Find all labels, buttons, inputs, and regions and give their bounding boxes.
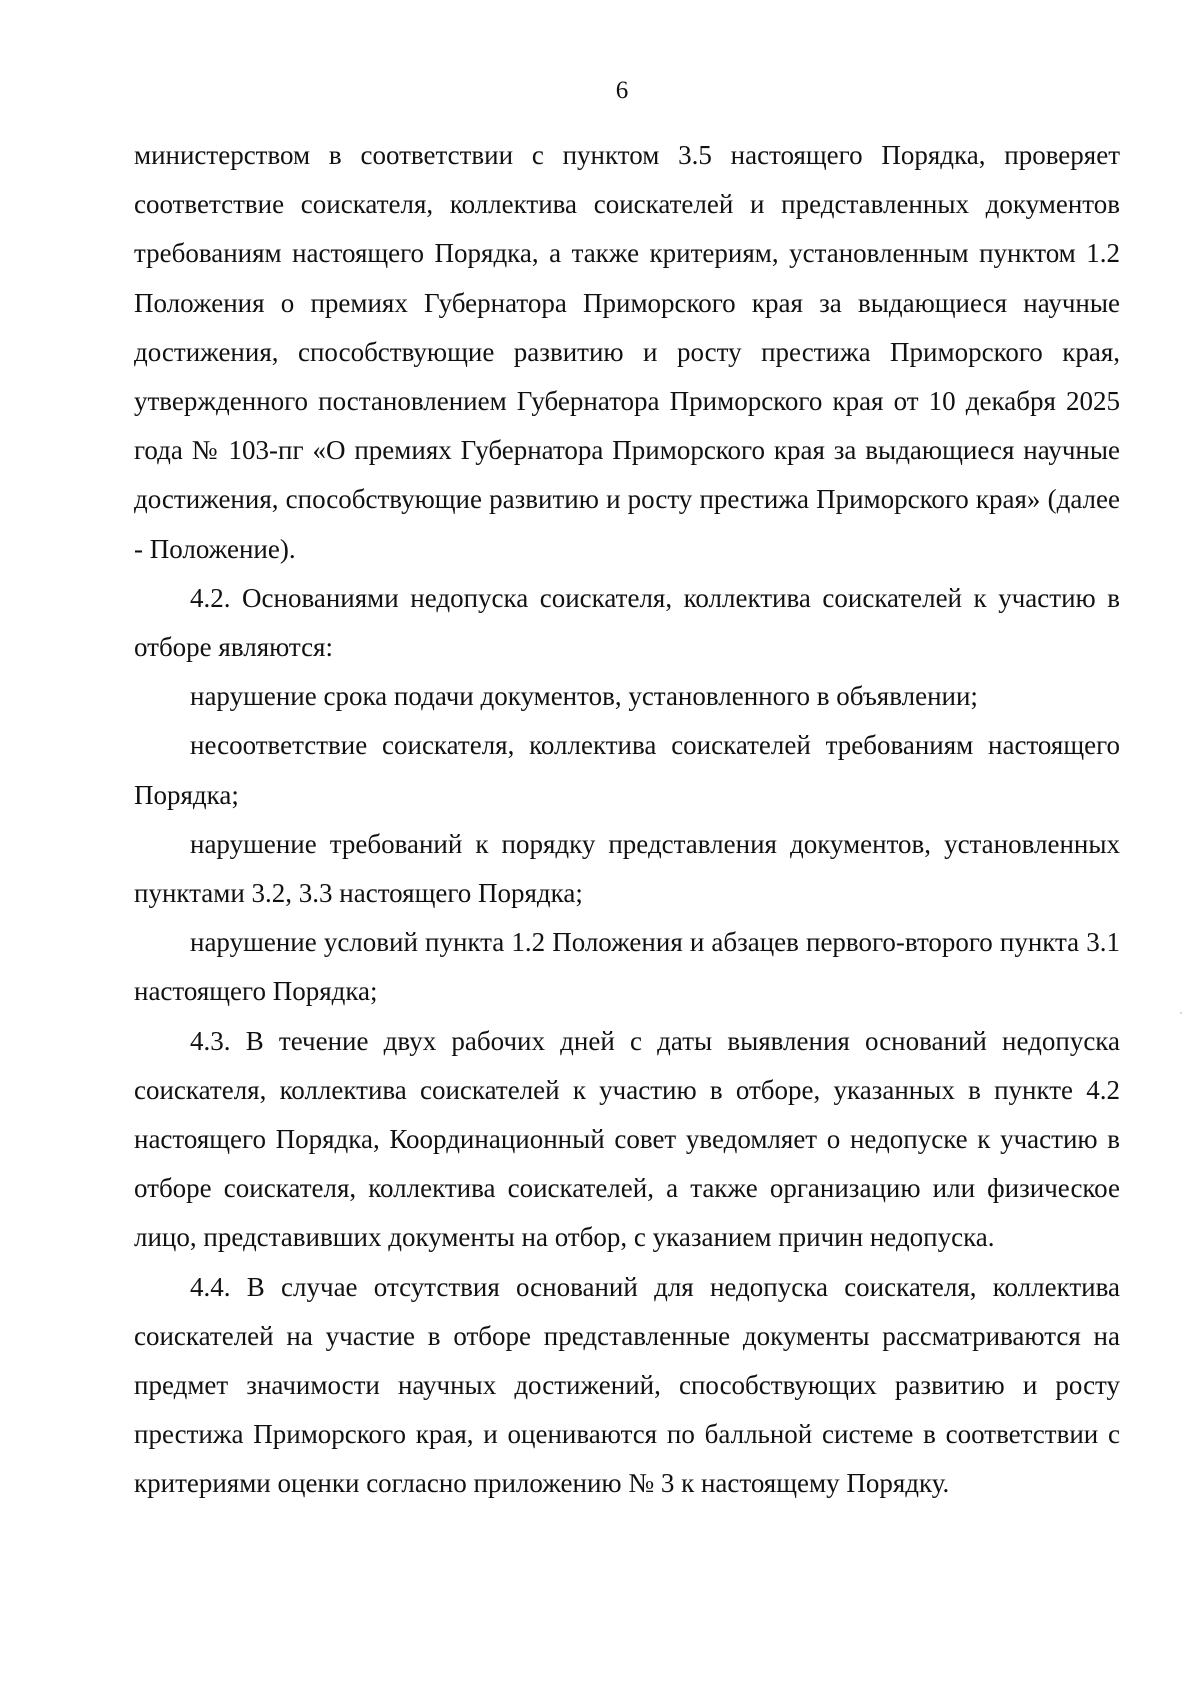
page-number: 6: [615, 77, 629, 104]
scan-artifact: [1180, 1012, 1182, 1014]
list-item: нарушение срока подачи документов, установленного в объявлении;: [190, 681, 978, 712]
paragraph-4-4: 4.4. В случае отсутствия оснований для недопуска соискателя, коллектива соискателей на участие в отборе представленные документы рассматриваются на предмет значимости научных достижений, способствующих развитию и росту престижа Приморского края, и оцениваются по балльной системе в соответствии с критериями оценки согласно приложению № 3 к настоящему Порядку.: [134, 1271, 1120, 1499]
document-body: [134, 131, 1120, 1509]
list-item: нарушение требований к порядку представления документов, установленных пунктами 3.2, 3.3 настоящего Порядка;: [134, 828, 1120, 909]
paragraph-continuation: министерством в соответствии с пунктом 3.5 настоящего Порядка, проверяет соответствие соискателя, коллектива соискателей и представленных документов требованиям настоящего Порядка, а также критериям, установленным пунктом 1.2 Положения о премиях Губернатора Приморского края за выдающиеся научные достижения, способствующие развитию и росту престижа Приморского края, утвержденного постановлением Губернатора Приморского края от 10 декабря 2025 года № 103-пг «О премиях Губернатора Приморского края за выдающиеся научные достижения, способствующие развитию и росту престижа Приморского края» (далее - Положение).: [134, 140, 1120, 564]
paragraph-4-2: 4.2. Основаниями недопуска соискателя, коллектива соискателей к участию в отборе являются:: [134, 582, 1120, 663]
list-item: нарушение условий пункта 1.2 Положения и абзацев первого-второго пункта 3.1 настоящего Порядка;: [134, 927, 1120, 1007]
paragraph-4-3: 4.3. В течение двух рабочих дней с даты выявления оснований недопуска соискателя, коллектива соискателей к участию в отборе, указанных в пункте 4.2 настоящего Порядка, Координационный совет уведомляет о недопуске к участию в отборе соискателя, коллектива соискателей, а также организацию или физическое лицо, представивших документы на отбор, с указанием причин недопуска.: [134, 1025, 1120, 1253]
list-item: несоответствие соискателя, коллектива соискателей требованиям настоящего Порядка;: [134, 730, 1120, 810]
